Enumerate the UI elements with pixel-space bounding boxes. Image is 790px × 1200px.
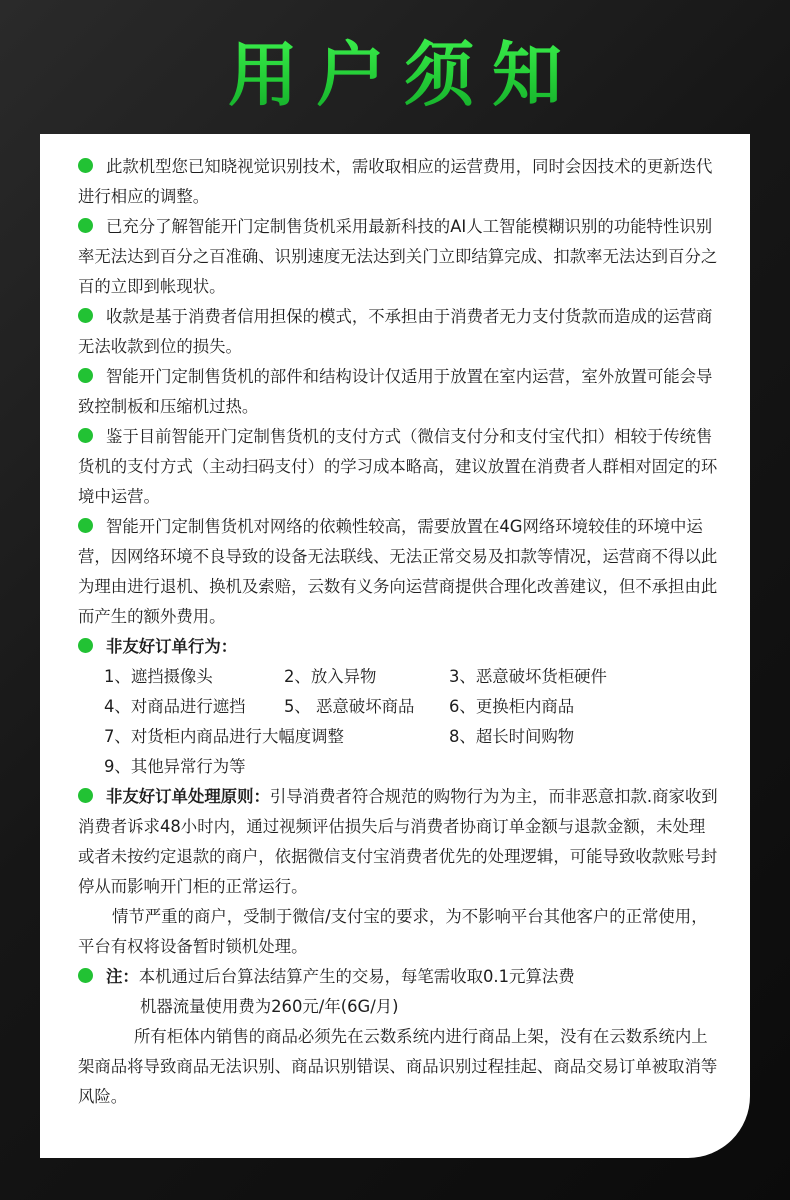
notice-text: 此款机型您已知晓视觉识别技术，需收取相应的运营费用，同时会因技术的更新迭代进行相应的调整。 <box>78 157 713 206</box>
bullet-dot-icon <box>78 428 93 443</box>
bullet-dot-icon <box>78 518 93 533</box>
notice-text: 收款是基于消费者信用担保的模式，不承担由于消费者无力支付货款而造成的运营商无法收款到位的损失。 <box>78 307 713 356</box>
unfriendly-heading-line <box>78 632 718 662</box>
bullet-dot-icon <box>78 368 93 383</box>
notice-text: 智能开门定制售货机的部件和结构设计仅适用于放置在室内运营，室外放置可能会导致控制板和压缩机过热。 <box>78 367 713 416</box>
notice-card <box>40 134 750 1158</box>
page-title: 用户须知 <box>0 30 790 120</box>
unfriendly-row <box>78 752 718 782</box>
notice-item-6 <box>78 512 718 632</box>
unfriendly-row <box>78 662 718 692</box>
principle-text: 引导消费者符合规范的购物行为为主，而非恶意扣款.商家收到消费者诉求48小时内，通过视频评估损失后与消费者协商订单金额与退款金额，未处理或者未按约定退款的商户，依据微信支付宝消费者优先的处理逻辑，可能导致收款账号封停从而影响开门柜的正常运行。 <box>78 787 718 896</box>
notice-item-5 <box>78 422 718 512</box>
bullet-dot-icon <box>78 308 93 323</box>
bullet-dot-icon <box>78 218 93 233</box>
unfriendly-behavior: 3、恶意破坏货柜硬件 <box>449 667 607 686</box>
unfriendly-behavior: 7、对货柜内商品进行大幅度调整 <box>104 727 344 746</box>
unfriendly-behavior: 1、遮挡摄像头 <box>104 667 213 686</box>
principle-heading: 非友好订单处理原则： <box>106 787 270 806</box>
notice-text: 已充分了解智能开门定制售货机采用最新科技的AI人工智能模糊识别的功能特性识别率无法达到百分之百准确、识别速度无法达到关门立即结算完成、扣款率无法达到百分之百的立即到帐现状。 <box>78 217 718 296</box>
notice-item-2 <box>78 212 718 302</box>
unfriendly-row <box>78 722 718 752</box>
note-fee-text: 本机通过后台算法结算产生的交易，每笔需收取0.1元算法费 <box>138 967 575 986</box>
serious-case-text: 情节严重的商户，受制于微信/支付宝的要求，为不影响平台其他客户的正常使用，平台有权将设备暂时锁机处理。 <box>78 907 708 956</box>
unfriendly-heading: 非友好订单行为： <box>106 637 238 656</box>
bullet-dot-icon <box>78 968 93 983</box>
listing-requirement-text: 所有柜体内销售的商品必须先在云数系统内进行商品上架，没有在云数系统内上架商品将导致商品无法识别、商品识别错误、商品识别过程挂起、商品交易订单被取消等风险。 <box>78 1027 718 1106</box>
traffic-fee-text: 机器流量使用费为260元/年(6G/月) <box>140 997 399 1016</box>
bullet-dot-icon <box>78 158 93 173</box>
principle-item <box>78 782 718 902</box>
bullet-dot-icon <box>78 788 93 803</box>
unfriendly-behavior: 2、放入异物 <box>284 667 377 686</box>
notice-item-3 <box>78 302 718 362</box>
unfriendly-behavior: 5、 恶意破坏商品 <box>284 697 415 716</box>
unfriendly-row <box>78 692 718 722</box>
note-heading: 注： <box>106 967 139 986</box>
bullet-dot-icon <box>78 638 93 653</box>
unfriendly-behavior: 9、其他异常行为等 <box>104 757 246 776</box>
note-item <box>78 962 718 992</box>
unfriendly-behavior: 4、对商品进行遮挡 <box>104 697 246 716</box>
unfriendly-behavior: 6、更换柜内商品 <box>449 697 575 716</box>
notice-item-4 <box>78 362 718 422</box>
notice-item-1 <box>78 152 718 212</box>
notice-text: 鉴于目前智能开门定制售货机的支付方式（微信支付分和支付宝代扣）相较于传统售货机的支付方式（主动扫码支付）的学习成本略高，建议放置在消费者人群相对固定的环境中运营。 <box>78 427 718 506</box>
notice-text: 智能开门定制售货机对网络的依赖性较高，需要放置在4G网络环境较佳的环境中运营，因网络环境不良导致的设备无法联线、无法正常交易及扣款等情况，运营商不得以此为理由进行退机、换机及索赔，云数有义务向运营商提供合理化改善建议，但不承担由此而产生的额外费用。 <box>78 517 718 626</box>
unfriendly-behavior: 8、超长时间购物 <box>449 727 575 746</box>
